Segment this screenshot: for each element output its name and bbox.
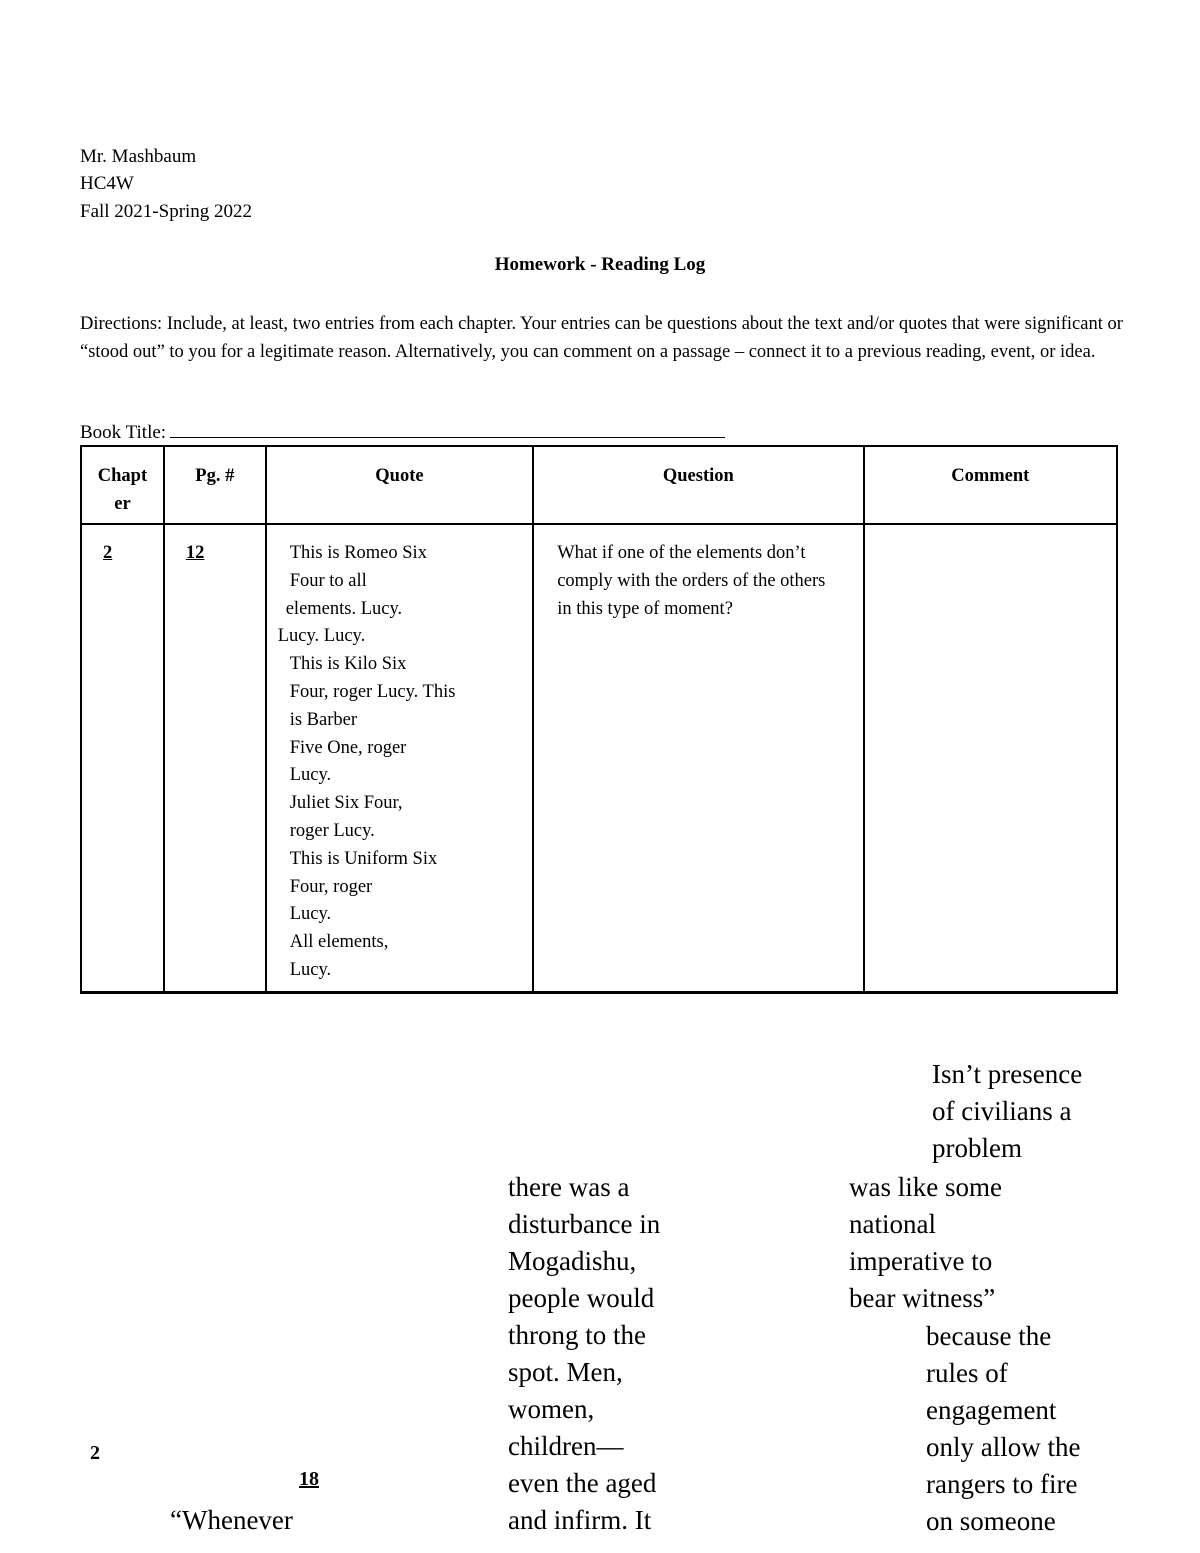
overflow-line: disturbance in	[508, 1209, 661, 1239]
overflow-line: people would	[508, 1283, 655, 1313]
overflow-line: throng to the	[508, 1320, 646, 1350]
directions: Directions: Include, at least, two entries from each chapter. Your entries can be questions about the text and/or quotes that were significant or “stood out” to you for a legitimate reason. Alternatively, you can comment on a passage – connect it to a previous reading, event, or idea.	[80, 314, 1123, 362]
table-row	[81, 524, 1117, 992]
overflow-line: rules of	[926, 1358, 1008, 1388]
cell-comment[interactable]	[864, 524, 1117, 992]
cell-page[interactable]	[164, 524, 266, 992]
quote-line: This is Uniform Six	[289, 848, 438, 869]
quote-line: Four, roger Lucy. This	[289, 681, 456, 702]
quote-line: elements. Lucy.	[285, 598, 403, 619]
overflow-quote-start: “Whenever	[170, 1505, 293, 1535]
cell-chapter[interactable]	[81, 524, 164, 992]
overflow-line: Isn’t presence	[932, 1059, 1083, 1089]
overflow-line: on someone	[926, 1506, 1056, 1536]
quote-line: Juliet Six Four,	[289, 793, 403, 814]
term: Fall 2021-Spring 2022	[80, 201, 253, 222]
overflow-line: even the aged	[508, 1468, 657, 1498]
chapter-number: 2	[103, 543, 113, 563]
header-page: Pg. #	[164, 446, 266, 524]
cell-question[interactable]	[533, 524, 863, 992]
quote-line: Lucy. Lucy.	[277, 626, 366, 647]
overflow-line: imperative to	[849, 1246, 993, 1276]
overflow-line: women,	[508, 1394, 595, 1424]
reading-log-table	[80, 445, 1118, 994]
book-title-blank[interactable]	[170, 421, 725, 438]
quote-line: Lucy.	[289, 904, 332, 925]
overflow-question-column	[932, 1056, 1082, 1167]
quote-line: All elements,	[289, 932, 389, 953]
overflow-line: there was a	[508, 1172, 630, 1202]
overflow-chapter-number: 2	[90, 1442, 100, 1464]
quote-line: is Barber	[289, 709, 358, 730]
book-title-label: Book Title:	[80, 422, 167, 443]
question-text: What if one of the elements don’t comply with the orders of the others in this type of moment?	[557, 543, 826, 619]
quote-line: Four, roger	[289, 876, 373, 897]
header-chapter-line2: er	[114, 494, 131, 514]
overflow-line: Mogadishu,	[508, 1246, 637, 1276]
overflow-line: only allow the	[926, 1432, 1081, 1462]
overflow-line: engagement	[926, 1395, 1057, 1425]
quote-line: Five One, roger	[289, 737, 407, 758]
overflow-line: was like some	[849, 1172, 1002, 1202]
header-question: Question	[533, 446, 863, 524]
overflow-line: national	[849, 1209, 936, 1239]
quote-line: roger Lucy.	[289, 820, 375, 841]
book-title-field	[80, 421, 725, 444]
quote-line: This is Kilo Six	[289, 654, 407, 675]
overflow-quote-column-2	[849, 1169, 1002, 1317]
quote-line: Lucy.	[289, 959, 332, 980]
overflow-line: and infirm. It	[508, 1505, 652, 1535]
overflow-line: children—	[508, 1431, 624, 1461]
quote-line: Lucy.	[289, 765, 332, 786]
quote-line: Four to all	[289, 570, 367, 591]
course-code: HC4W	[80, 173, 134, 194]
header-chapter-line1: Chapt	[97, 466, 148, 486]
header-chapter	[81, 446, 164, 524]
page-title: Homework - Reading Log	[494, 254, 706, 275]
overflow-page-number: 18	[299, 1468, 319, 1490]
page-number: 12	[185, 543, 205, 563]
overflow-line: of civilians a	[932, 1096, 1072, 1126]
overflow-quote-column	[508, 1169, 660, 1539]
quote-text	[268, 540, 531, 985]
overflow-question-column-2	[926, 1318, 1080, 1540]
overflow-line: problem	[932, 1133, 1022, 1163]
overflow-line: because the	[926, 1321, 1052, 1351]
teacher-name: Mr. Mashbaum	[80, 146, 197, 167]
header-quote: Quote	[266, 446, 533, 524]
header-comment: Comment	[864, 446, 1117, 524]
quote-line: This is Romeo Six	[289, 543, 427, 563]
cell-quote[interactable]	[266, 524, 533, 992]
overflow-line: rangers to fire	[926, 1469, 1078, 1499]
overflow-line: bear witness”	[849, 1283, 996, 1313]
table-header-row	[81, 446, 1117, 524]
overflow-line: spot. Men,	[508, 1357, 623, 1387]
